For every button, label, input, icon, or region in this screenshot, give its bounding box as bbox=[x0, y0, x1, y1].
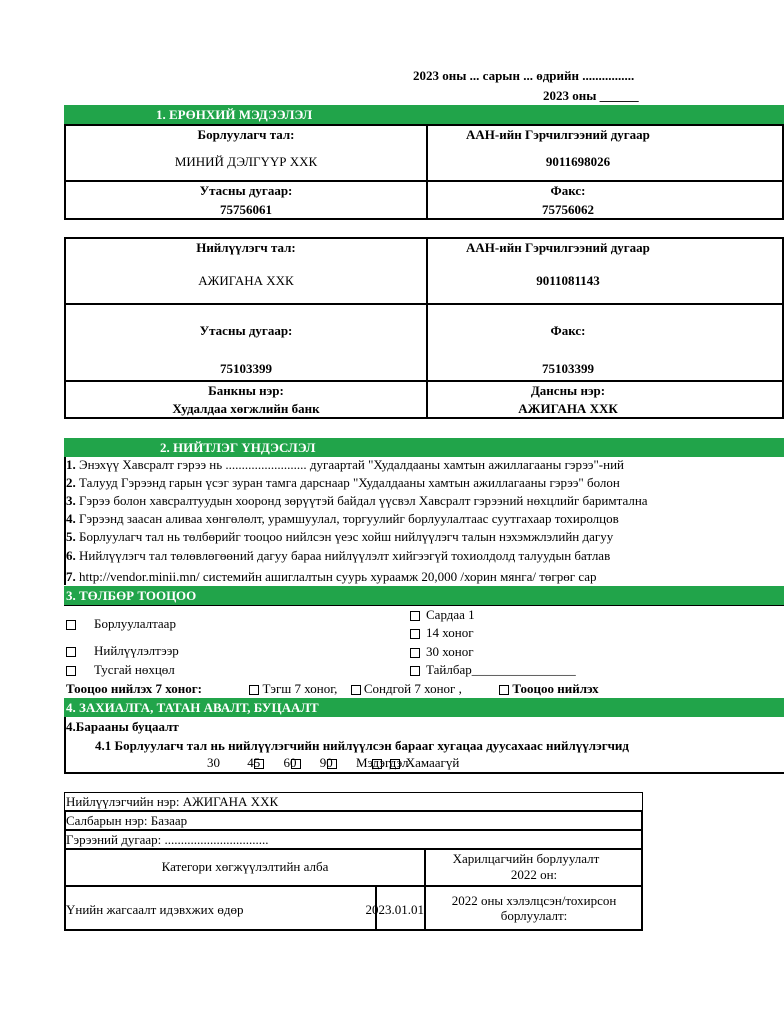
clause-2 bbox=[66, 475, 620, 491]
clause-6 bbox=[66, 548, 610, 564]
divider bbox=[64, 929, 643, 931]
checkbox[interactable] bbox=[249, 685, 259, 695]
checkbox[interactable] bbox=[410, 629, 420, 639]
checkbox[interactable] bbox=[351, 685, 361, 695]
payment-term-monthly[interactable] bbox=[410, 607, 475, 623]
settle-even-option[interactable] bbox=[249, 681, 337, 696]
option-label: Хамаагүй bbox=[405, 755, 460, 770]
section2-header bbox=[64, 438, 784, 457]
option-label: Сондгой 7 хоног , bbox=[363, 681, 462, 696]
activation-date: 2023.01.01 bbox=[365, 902, 424, 917]
payment-option-special[interactable] bbox=[66, 662, 175, 678]
date-line: 2023 оны ... сарын ... өдрийн ................ bbox=[413, 68, 635, 83]
option-label: Тэгш 7 хоног, bbox=[262, 681, 338, 696]
branch-name-row: Салбарын нэр: Базаар bbox=[66, 813, 188, 828]
supplier-reg-label: ААН-ийн Гэрчилгээний дугаар bbox=[466, 240, 650, 255]
planned-sales-label: 2022 оны хэлэлцсэн/тохирсон борлуулалт: bbox=[451, 893, 617, 923]
date-line-2: 2023 оны ______ bbox=[543, 88, 639, 103]
return-clause: 4.1 Борлуулагч тал нь нийлүүлэгчийн нийлүүлсэн барааг хугацаа дуусахаас нийлүүлэгчид bbox=[95, 738, 630, 753]
clause-text: Гэрээ болон хавсралтуудын хооронд зөрүүтэй байдал үүсвэл Хавсралт гэрээний нөхцлийг баримтална bbox=[75, 493, 648, 508]
seller-label: Борлуулагч тал: bbox=[197, 127, 295, 142]
divider bbox=[64, 848, 643, 850]
settlement-row bbox=[66, 681, 599, 697]
option-label: 30 хоног bbox=[426, 644, 474, 659]
supplier-phone-label: Утасны дугаар: bbox=[199, 323, 293, 338]
supplier-label: Нийлүүлэгч тал: bbox=[196, 240, 296, 255]
account-name: АЖИГАНА ХХК bbox=[518, 401, 618, 416]
checkbox[interactable] bbox=[66, 666, 76, 676]
payment-term-14[interactable] bbox=[410, 625, 474, 641]
clause-text: Нийлүүлэгч тал төлөвлөгөөний дагуу бараа нийлүүлэлт хийгээгүй тохиолдолд талуудын батлав bbox=[75, 548, 611, 563]
checkbox[interactable] bbox=[410, 666, 420, 676]
seller-reg-number: 9011698026 bbox=[545, 154, 611, 169]
year-label: 2022 он: bbox=[510, 867, 558, 882]
option-label: 14 хоног bbox=[426, 625, 474, 640]
clause-number: 2. bbox=[66, 475, 76, 490]
option-label: Мэдэгдэл bbox=[356, 755, 409, 770]
seller-name: МИНИЙ ДЭЛГҮҮР ХХК bbox=[174, 154, 318, 169]
checkbox[interactable] bbox=[372, 759, 382, 769]
clause-text: Энэхүү Хавсралт гэрээ нь ......................... дугаартай "Худалдааны хамтын ажиллагааны гэрээ"-ний bbox=[75, 457, 624, 472]
clause-number: 5. bbox=[66, 529, 76, 544]
clause-text: Борлуулагч тал нь төлбөрийг тооцоо нийлсэн үеэс хойш нийлүүлэгч талын нэхэмжлэлийн дагуу bbox=[75, 529, 614, 544]
option-label: 30 bbox=[207, 755, 220, 770]
section1-title: 1. ЕРӨНХИЙ МЭДЭЭЛЭЛ bbox=[156, 107, 313, 122]
contract-number-row: Гэрээний дугаар: ................................ bbox=[66, 832, 269, 847]
checkbox[interactable] bbox=[499, 685, 509, 695]
seller-phone-label: Утасны дугаар: bbox=[199, 183, 293, 198]
divider bbox=[64, 810, 643, 812]
seller-fax: 75756062 bbox=[542, 202, 594, 217]
payment-term-30[interactable] bbox=[410, 644, 474, 660]
return-day-options bbox=[207, 755, 459, 771]
clause-number: 3. bbox=[66, 493, 76, 508]
clause-5 bbox=[66, 529, 613, 545]
option-label: Сардаа 1 bbox=[426, 607, 475, 622]
divider bbox=[64, 772, 784, 774]
divider bbox=[64, 180, 784, 182]
divider bbox=[64, 605, 784, 606]
supplier-name-row: Нийлүүлэгчийн нэр: АЖИГАНА ХХК bbox=[66, 794, 279, 809]
checkbox[interactable] bbox=[254, 759, 264, 769]
account-label: Дансны нэр: bbox=[530, 383, 606, 398]
divider bbox=[64, 303, 784, 305]
settle-odd-option[interactable] bbox=[351, 681, 462, 696]
checkbox[interactable] bbox=[410, 648, 420, 658]
price-list-label: Үнийн жагсаалт идэвхжих өдөр bbox=[66, 902, 244, 917]
clause-4 bbox=[66, 511, 619, 527]
clause-number: 4. bbox=[66, 511, 76, 526]
clause-7 bbox=[66, 569, 597, 585]
section3-title: 3. ТӨЛБӨР ТООЦОО bbox=[66, 588, 197, 603]
section4-header bbox=[64, 698, 784, 717]
clause-number: 6. bbox=[66, 548, 76, 563]
clause-text: Гэрээнд заасан аливаа хөнгөлөлт, урамшуулал, торгуулийг борлуулалтаас суутгахаар тохиролцов bbox=[75, 511, 619, 526]
checkbox[interactable] bbox=[66, 647, 76, 657]
return-subtitle: 4.Барааны буцаалт bbox=[66, 719, 179, 734]
supplier-name: АЖИГАНА ХХК bbox=[198, 273, 294, 288]
divider bbox=[64, 885, 643, 887]
customer-sales-label: Харилцагчийн борлуулалт bbox=[452, 851, 600, 866]
clause-1 bbox=[66, 457, 624, 473]
settlement-label: Тооцоо нийлэх 7 хоног: bbox=[66, 681, 202, 696]
clause-number: 1. bbox=[66, 457, 76, 472]
supplier-fax-label: Факс: bbox=[550, 323, 586, 338]
option-label: 60 bbox=[283, 755, 297, 770]
divider bbox=[64, 380, 784, 382]
clause-3 bbox=[66, 493, 648, 509]
option-label: Тусгай нөхцөл bbox=[94, 662, 175, 677]
checkbox[interactable] bbox=[410, 611, 420, 621]
payment-option-sales[interactable] bbox=[66, 616, 176, 632]
supplier-phone: 75103399 bbox=[220, 361, 272, 376]
supplier-fax: 75103399 bbox=[542, 361, 594, 376]
section3-header bbox=[64, 586, 784, 605]
payment-term-note[interactable] bbox=[410, 662, 576, 678]
divider bbox=[64, 829, 643, 831]
checkbox[interactable] bbox=[390, 759, 400, 769]
checkbox[interactable] bbox=[327, 759, 337, 769]
option-label: Тооцоо нийлэх bbox=[512, 681, 599, 696]
category-label: Категори хөгжүүлэлтийн алба bbox=[161, 859, 329, 874]
section2-title: 2. НИЙТЛЭГ ҮНДЭСЛЭЛ bbox=[160, 440, 316, 455]
option-label: 90 bbox=[319, 755, 333, 770]
seller-reg-label: ААН-ийн Гэрчилгээний дугаар bbox=[466, 127, 650, 142]
option-label: Нийлүүлэлтээр bbox=[94, 643, 179, 658]
checkbox[interactable] bbox=[66, 620, 76, 630]
clause-text: Талууд Гэрээнд гарын үсэг зуран тамга дарснаар "Худалдааны хамтын ажиллагааны гэрээ" болон bbox=[75, 475, 620, 490]
clause-text: http://vendor.minii.mn/ системийн ашиглалтын суурь хураамж 20,000 /хорин мянга/ төгрөг сар bbox=[75, 569, 597, 584]
checkbox[interactable] bbox=[291, 759, 301, 769]
section4-title: 4. ЗАХИАЛГА, ТАТАН АВАЛТ, БУЦААЛТ bbox=[66, 700, 319, 715]
clause-number: 7. bbox=[66, 569, 76, 584]
option-label: 45 bbox=[247, 755, 261, 770]
bank-label: Банкны нэр: bbox=[208, 383, 284, 398]
seller-fax-label: Факс: bbox=[550, 183, 586, 198]
option-label: Тайлбар________________ bbox=[426, 662, 576, 677]
bank-name: Худалдаа хөгжлийн банк bbox=[172, 401, 320, 416]
option-label: Борлуулалтаар bbox=[94, 616, 176, 631]
settle-other-option[interactable] bbox=[499, 681, 598, 696]
seller-phone: 75756061 bbox=[220, 202, 272, 217]
section1-header bbox=[64, 105, 784, 124]
payment-option-supply[interactable] bbox=[66, 643, 179, 659]
supplier-reg-number: 9011081143 bbox=[536, 273, 600, 288]
